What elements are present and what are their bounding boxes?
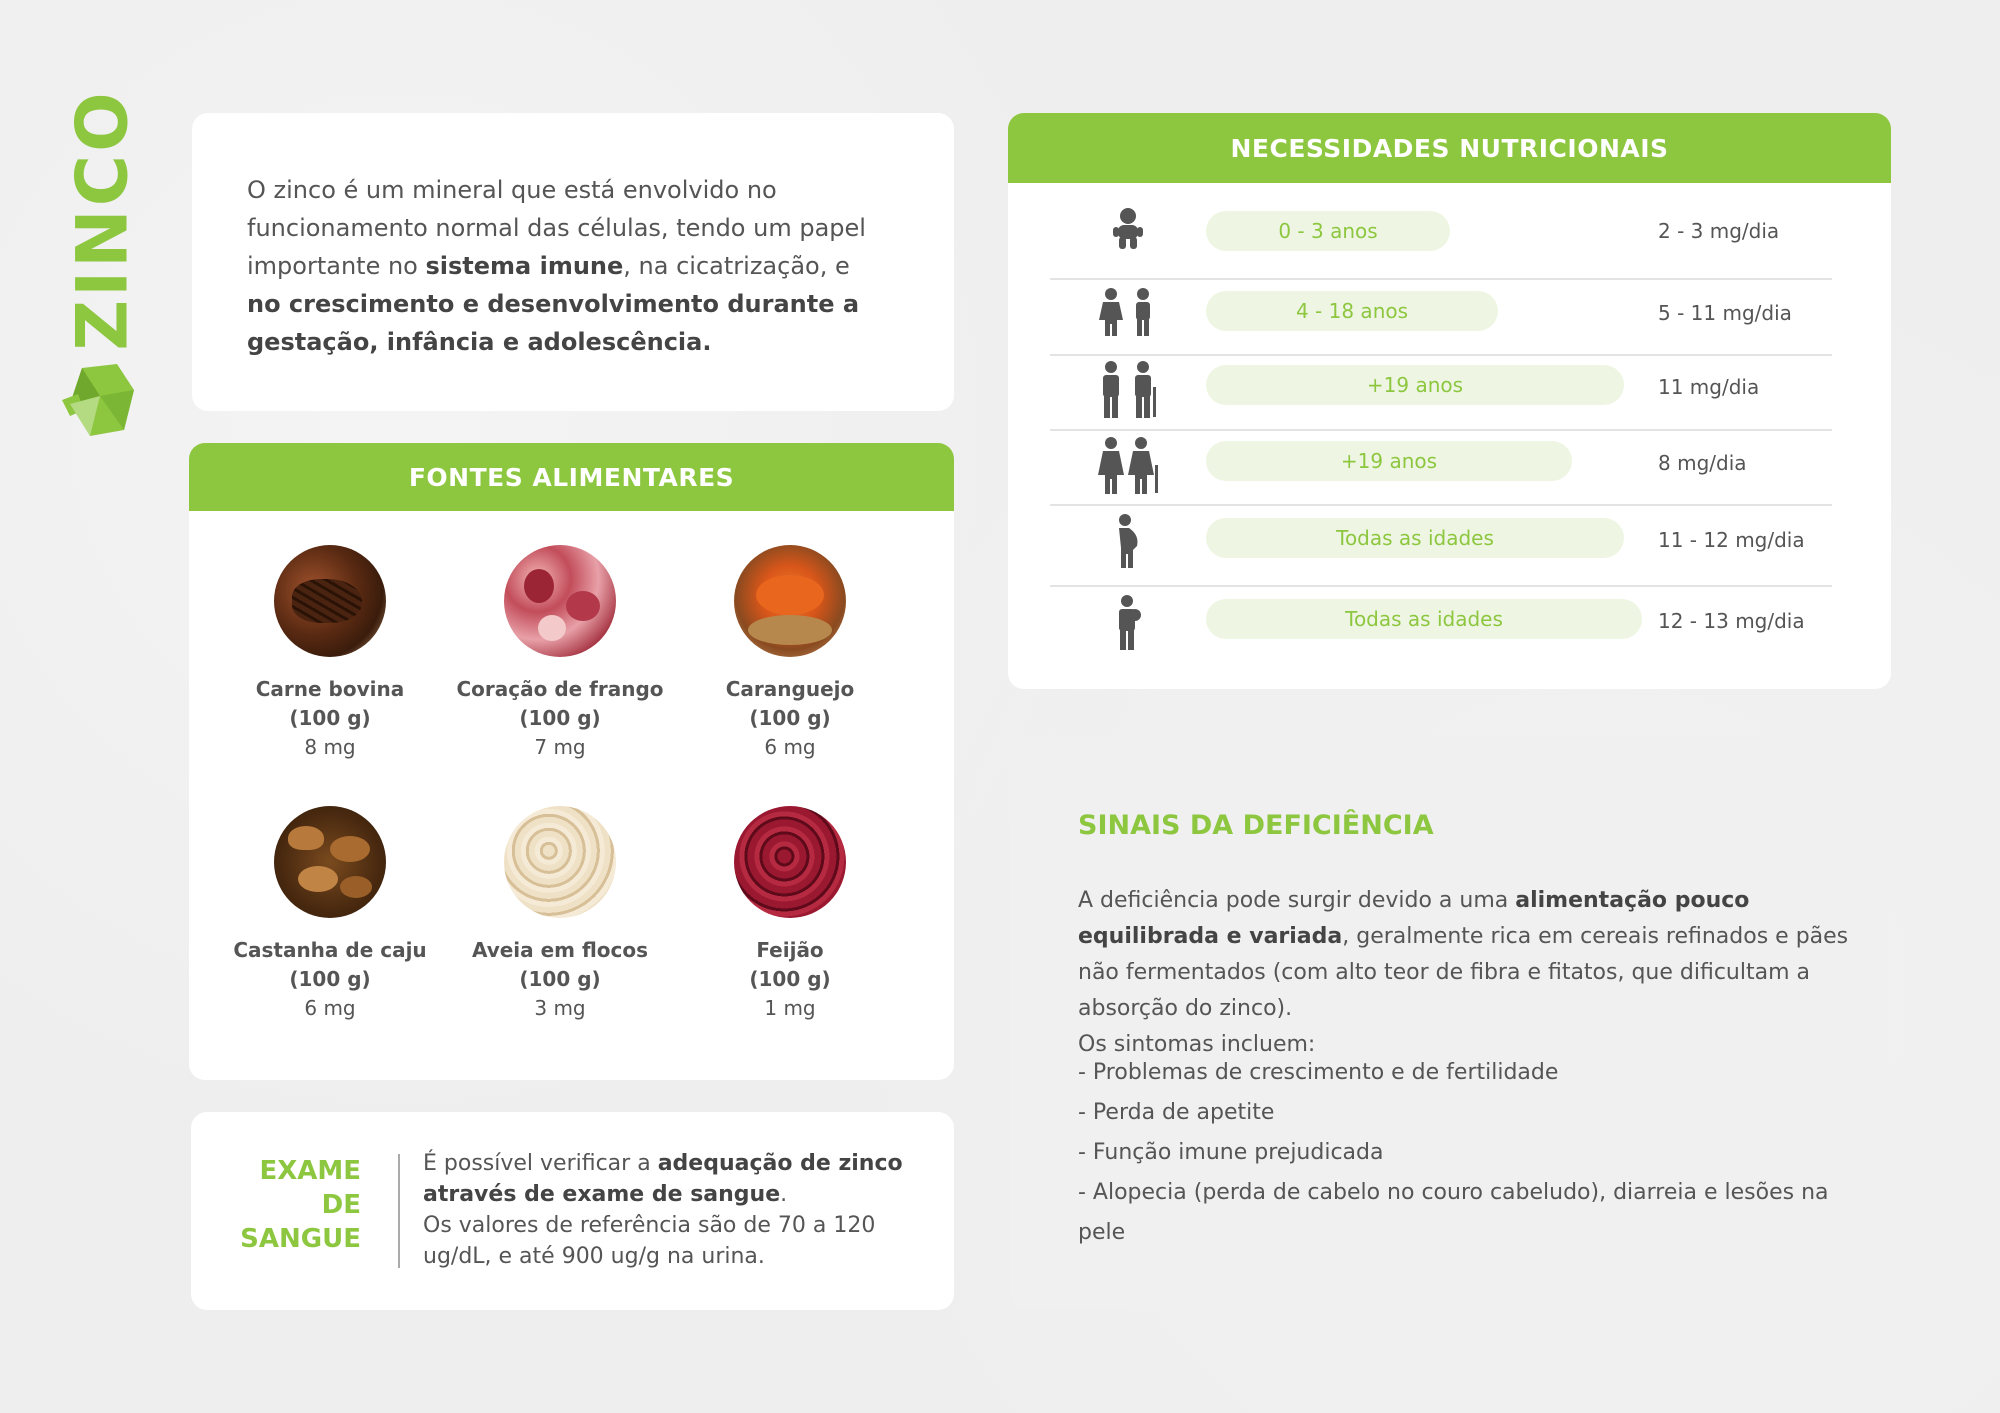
food-item	[670, 806, 910, 1023]
needs-value: 8 mg/dia	[1658, 451, 1747, 475]
deficiency-signs-text: A deficiência pode surgir devido a uma alimentação pouco equilibrada e variada, geralmente rica em cereais refinados e pães não fermentados (com alto teor de fibra e fitatos, que dificultam a absorção do zinco). Os sintomas incluem:	[1078, 888, 1849, 1057]
brand-logo-icon	[62, 360, 142, 440]
deficiency-signs-title: SINAIS DA DEFICIÊNCIA	[1078, 810, 1434, 841]
age-pill: Todas as idades	[1206, 599, 1642, 639]
blood-test-label-line: EXAME	[259, 1156, 361, 1186]
nutritional-needs-card	[1008, 113, 1891, 689]
row-divider	[1050, 354, 1832, 356]
food-amount: 7 mg	[534, 735, 586, 759]
food-amount: 8 mg	[304, 735, 356, 759]
beans-photo-icon	[734, 806, 846, 918]
food-name: Feijão	[756, 938, 824, 962]
intro-card	[192, 113, 954, 411]
food-amount: 1 mg	[764, 996, 816, 1020]
nutritional-needs-header	[1008, 113, 1891, 183]
baby-icon	[1088, 207, 1168, 251]
food-sources-header	[189, 443, 954, 511]
blood-test-text: É possível verificar a adequação de zinco através de exame de sangue. Os valores de referência são de 70 a 120 ug/dL, e até 900 ug/g na urina.	[423, 1151, 903, 1269]
beef-photo-icon	[274, 545, 386, 657]
crab-photo-icon	[734, 545, 846, 657]
needs-value: 11 - 12 mg/dia	[1658, 528, 1805, 552]
nutritional-needs-title: NECESSIDADES NUTRICIONAIS	[1230, 133, 1669, 163]
symptom-item: - Função imune prejudicada	[1078, 1140, 1384, 1165]
food-name: Caranguejo	[725, 677, 855, 701]
food-amount: 6 mg	[304, 996, 356, 1020]
symptom-item: - Perda de apetite	[1078, 1100, 1275, 1125]
symptom-item: - Problemas de crescimento e de fertilidade	[1078, 1060, 1559, 1085]
deficiency-signs-card	[1010, 735, 1891, 1310]
row-divider	[1050, 278, 1832, 280]
page-title: ZINCO	[62, 89, 145, 351]
food-amount: 3 mg	[534, 996, 586, 1020]
symptoms-list	[1078, 1053, 1878, 1253]
blood-test-label	[231, 1154, 361, 1256]
age-pill: +19 anos	[1206, 365, 1624, 405]
food-item	[670, 545, 910, 762]
children-icon	[1088, 287, 1168, 337]
food-portion: (100 g)	[519, 706, 601, 730]
symptom-item: - Alopecia (perda de cabelo no couro cabeludo), diarreia e lesões na pele	[1078, 1180, 1829, 1245]
page-title-container	[38, 89, 168, 351]
food-item	[440, 806, 680, 1023]
adult-women-icon	[1088, 437, 1168, 495]
pregnant-icon	[1088, 514, 1168, 570]
intro-text: O zinco é um mineral que está envolvido no funcionamento normal das células, tendo um papel importante no sistema imune, na cicatrização, e no crescimento e desenvolvimento durante a gestação, infância e adolescência.	[247, 176, 866, 356]
food-item	[440, 545, 680, 762]
food-portion: (100 g)	[289, 706, 371, 730]
age-pill: 0 - 3 anos	[1206, 211, 1450, 251]
age-pill: +19 anos	[1206, 441, 1572, 481]
food-sources-card	[189, 443, 954, 1080]
needs-value: 5 - 11 mg/dia	[1658, 301, 1792, 325]
blood-test-label-line: DE	[321, 1190, 361, 1220]
food-amount: 6 mg	[764, 735, 816, 759]
chicken-heart-photo-icon	[504, 545, 616, 657]
food-name: Aveia em flocos	[471, 938, 649, 962]
breastfeeding-icon	[1088, 595, 1168, 651]
row-divider	[1050, 585, 1832, 587]
food-portion: (100 g)	[519, 967, 601, 991]
food-item	[210, 545, 450, 762]
adult-men-icon	[1088, 361, 1168, 419]
food-portion: (100 g)	[749, 967, 831, 991]
oats-photo-icon	[504, 806, 616, 918]
needs-value: 12 - 13 mg/dia	[1658, 609, 1805, 633]
blood-test-label-line: SANGUE	[240, 1224, 361, 1254]
blood-test-card	[191, 1112, 954, 1310]
food-portion: (100 g)	[289, 967, 371, 991]
food-name: Castanha de caju	[233, 938, 427, 962]
food-portion: (100 g)	[749, 706, 831, 730]
needs-value: 2 - 3 mg/dia	[1658, 219, 1780, 243]
food-name: Coração de frango	[456, 677, 664, 701]
cashew-photo-icon	[274, 806, 386, 918]
age-pill: Todas as idades	[1206, 518, 1624, 558]
row-divider	[1050, 429, 1832, 431]
divider	[398, 1154, 400, 1268]
food-item	[210, 806, 450, 1023]
age-pill: 4 - 18 anos	[1206, 291, 1498, 331]
food-sources-title: FONTES ALIMENTARES	[408, 462, 735, 492]
needs-value: 11 mg/dia	[1658, 375, 1760, 399]
food-name: Carne bovina	[255, 677, 405, 701]
row-divider	[1050, 504, 1832, 506]
